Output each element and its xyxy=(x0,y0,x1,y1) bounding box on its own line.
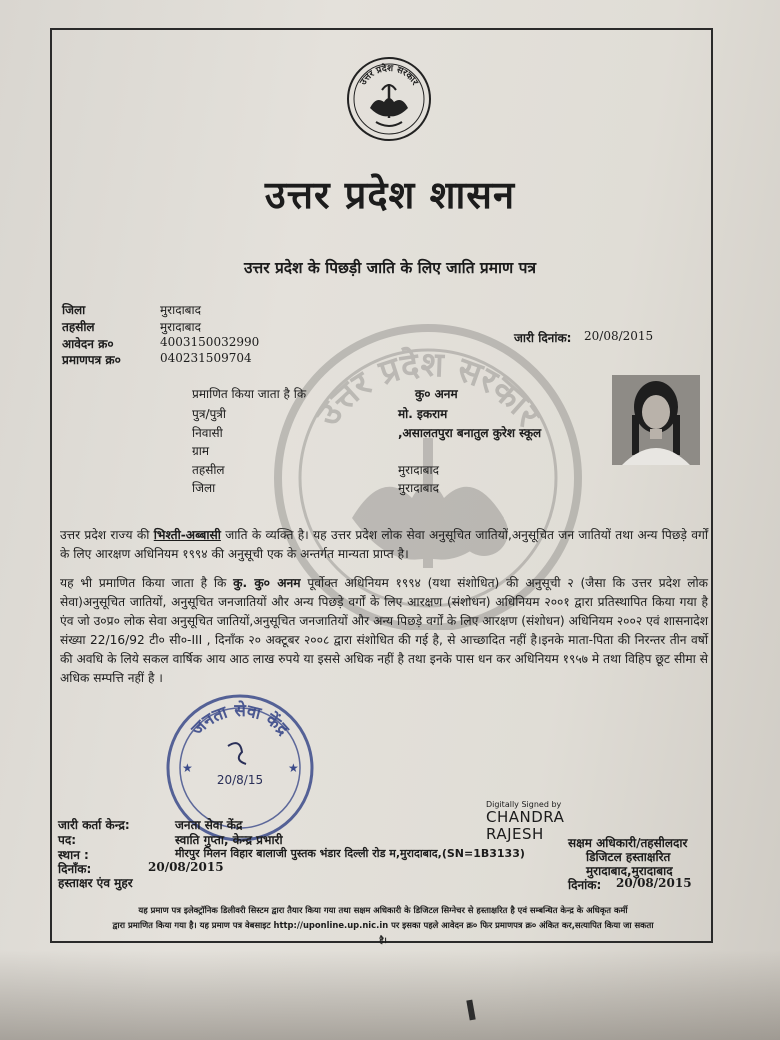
digital-signature-label: Digitally Signed by xyxy=(486,800,562,809)
details-tehsil-label: तहसील xyxy=(192,463,225,477)
details-district-label: जिला xyxy=(192,481,216,495)
village-label: ग्राम xyxy=(192,444,210,458)
applicant-photo xyxy=(612,375,700,465)
svg-text:उत्तर प्रदेश सरकार: उत्तर प्रदेश सरकार xyxy=(358,63,420,88)
signature-label: हस्ताक्षर एंव मुहर xyxy=(58,876,133,890)
district-label: जिला xyxy=(62,303,86,317)
verification-footnote: यह प्रमाण पत्र इलेक्ट्रॉनिक डिलीवरी सिस्टम द्वारा तैयार किया गया तथा सक्षम अधिकारी के डिजिटल सिग्नेचर से हस्ताक्षरित है एवं सम्बन्धित केन्द्र के अधिकृत कर्मी द्वारा प्रमाणित किया गया है। यह प्रमाण पत्र वेबसाइट http://uponline.up.nic.in पर इसका पहले आवेदन क्र० फिर प्रमाणपत्र क्र० अंकित कर,सत्यापित किया जा सकता है। xyxy=(112,905,654,945)
bottom-shadow xyxy=(0,950,780,1040)
signer-first-name: CHANDRA xyxy=(486,808,565,826)
svg-text:उत्तर प्रदेश सरकार: उत्तर प्रदेश सरकार xyxy=(308,344,549,434)
resident-label: निवासी xyxy=(192,426,223,440)
post-label: पद: xyxy=(58,833,76,847)
district-value: मुरादाबाद xyxy=(160,303,202,317)
issue-date-value: 20/08/2015 xyxy=(584,329,654,343)
authority-place: मुरादाबाद,मुरादाबाद xyxy=(586,864,673,878)
application-number-label: आवेदन क्र० xyxy=(62,337,114,351)
tehsil-value: मुरादाबाद xyxy=(160,320,202,334)
certificate-number-value: 040231509704 xyxy=(160,351,252,365)
details-district-value: मुरादाबाद xyxy=(398,481,440,495)
certified-name: कु. कु० अनम xyxy=(233,576,301,590)
issuer-date-value: 20/08/2015 xyxy=(148,860,224,874)
relation-label: पुत्र/पुत्री xyxy=(192,407,227,421)
up-government-emblem xyxy=(346,56,432,142)
svg-text:★: ★ xyxy=(182,761,193,775)
authority-date-value: 20/08/2015 xyxy=(616,876,692,890)
stamp-date: 20/8/15 xyxy=(216,773,264,787)
authority-date-label: दिनांक: xyxy=(568,878,602,892)
post-value: स्वाति गुप्ता, केन्द्र प्रभारी xyxy=(175,833,283,847)
digital-signature xyxy=(486,800,564,843)
signer-last-name: RAJESH xyxy=(486,825,544,843)
issuing-centre-value: जनता सेवा केंद्र xyxy=(175,818,243,832)
authority-title: सक्षम अधिकारी/तहसीलदार xyxy=(568,836,688,850)
certificate-subtitle: उत्तर प्रदेश के पिछड़ी जाति के लिए जाति प्रमाण पत्र xyxy=(244,259,536,277)
parent-name: मो. इकराम xyxy=(398,407,448,421)
resident-value: ,असालतपुरा बनातुल कुरेश स्कूल xyxy=(398,426,542,440)
page-title: उत्तर प्रदेश शासन xyxy=(264,173,516,217)
certificate-number-label: प्रमाणपत्र क्र० xyxy=(62,353,121,367)
caste-name: भिश्ती-अब्बासी xyxy=(153,528,221,542)
caste-paragraph: उत्तर प्रदेश राज्य की भिश्ती-अब्बासी जाति के व्यक्ति है। यह उत्तर प्रदेश लोक सेवा अनुसूचित जातियों,अनुसूचित जन जातियों तथा अन्य पिछड़े वर्गों के लिए आरक्षण अधिनियम १९९४ की अनुसूची एक के अन्तर्गत मान्यता प्राप्त है। xyxy=(60,528,708,561)
authority-signed: डिजिटल हस्ताक्षरित xyxy=(586,850,671,864)
place-value: मीरपुर मिलन विहार बालाजी पुस्तक भंडार दिल्ली रोड म,मुरादाबाद,(SN=1B3133) xyxy=(175,847,525,860)
issuing-centre-label: जारी कर्ता केन्द्र: xyxy=(58,818,130,832)
certify-label: प्रमाणित किया जाता है कि xyxy=(192,387,307,401)
issuer-date-label: दिनाँक: xyxy=(58,862,92,876)
certification-paragraph: यह भी प्रमाणित किया जाता है कि कु. कु० अनम पूर्वोक्त अधिनियम १९९४ (यथा संशोधित) की अनुसूची २ (जैसा कि उत्तर प्रदेश लोक सेवा)अनुसूचित जातियों, अनुसूचित जनजातियों और अन्य पिछड़े वर्गों के लिए आरक्षण (संशोधन) अधिनियम २००१ द्वारा प्रतिस्थापित किया गया है एंव जो उ०प्र० लोक सेवा अनुसूचित जातियों,अनुसूचित जनजातियों और अन्य पिछड़े वर्गों के लिए आरक्षण (संशोधन) अधिनियम २००२ एवं शासनादेश संख्या 22/16/92 टी० सी०-III , दिनाँक २० अक्टूबर २००८ द्वारा संशोधित की गई है, से आच्छादित नहीं है।इनके माता-पिता की निरन्तर तीन वर्षो की अवधि के लिये सकल वार्षिक आय आठ लाख रुपये या इससे अधिक नहीं है तथा इनके पास धन कर अधिनियम १९५७ मे तथा विहिप छूट सीमा से अधिक सम्पत्ति नहीं है । xyxy=(60,576,708,685)
svg-text:★: ★ xyxy=(288,761,299,775)
applicant-name: कु० अनम xyxy=(415,387,458,401)
details-tehsil-value: मुरादाबाद xyxy=(398,463,440,477)
application-number-value: 4003150032990 xyxy=(160,335,260,349)
issue-date-label: जारी दिनांक: xyxy=(514,331,572,345)
svg-text:जनता सेवा केंद्र: जनता सेवा केंद्र xyxy=(187,700,293,740)
tehsil-label: तहसील xyxy=(62,320,95,334)
place-label: स्थान : xyxy=(58,848,89,862)
